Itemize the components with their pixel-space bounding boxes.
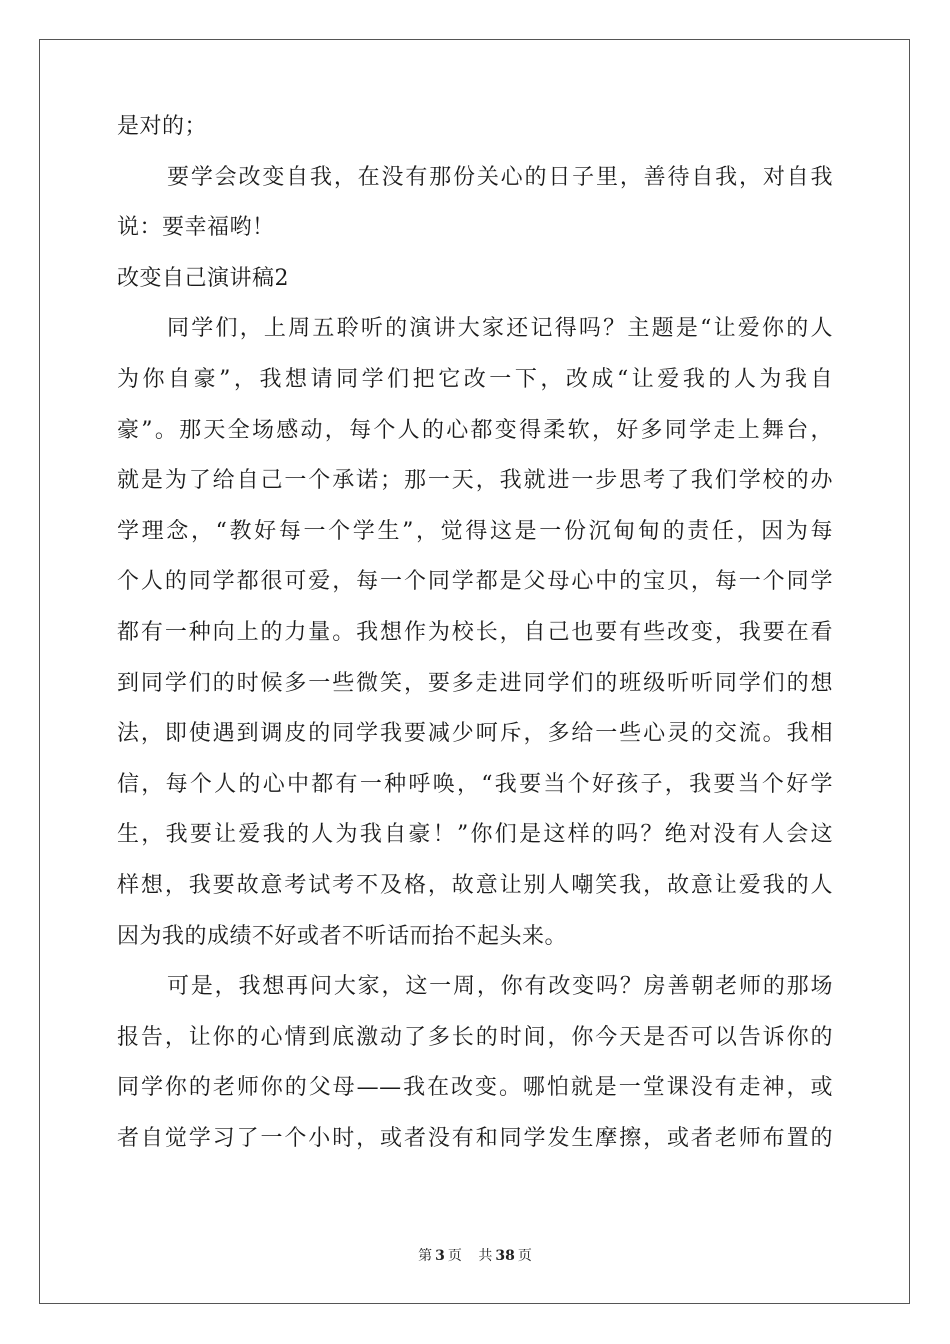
page-indicator [415,1248,465,1264]
text-line: 生，我要让爱我的人为我自豪！”你们是这样的吗？绝对没有人会这 [117,822,833,848]
text-line: 报告，让你的心情到底激动了多长的时间，你今天是否可以告诉你的 [117,1024,833,1050]
text-line: 要学会改变自我，在没有那份关心的日子里，善待自我，对自我 [167,164,833,190]
total-suffix: 页 [517,1248,532,1264]
text-line: 可是，我想再问大家，这一周，你有改变吗？房善朝老师的那场 [167,974,833,1000]
text-line: 同学你的老师你的父母——我在改变。哪怕就是一堂课没有走神，或 [117,1075,833,1101]
text-line: 同学们，上周五聆听的演讲大家还记得吗？主题是“让爱你的人 [167,316,833,342]
page-number: 3 [435,1248,445,1264]
text-line: 法，即使遇到调皮的同学我要减少呵斥，多给一些心灵的交流。我相 [117,721,833,747]
page-prefix: 第 [418,1248,433,1264]
text-line: 都有一种向上的力量。我想作为校长，自己也要有些改变，我要在看 [117,620,833,645]
text-line: 说：要幸福哟！ [117,215,275,241]
page-suffix: 页 [447,1248,462,1264]
total-pages: 38 [495,1248,515,1264]
text-line: 个人的同学都很可爱，每一个同学都是父母心中的宝贝，每一个同学 [117,569,833,595]
text-line: 就是为了给自己一个承诺；那一天，我就进一步思考了我们学校的办 [117,468,833,494]
total-indicator [475,1248,534,1264]
text-line: 信，每个人的心中都有一种呼唤，“我要当个好孩子，我要当个好学 [117,771,833,797]
text-line: 到同学们的时候多一些微笑，要多走进同学们的班级听听同学们的想 [117,670,833,696]
text-line: 样想，我要故意考试考不及格，故意让别人嘲笑我，故意让爱我的人 [117,873,833,898]
text-line: 因为我的成绩不好或者不听话而抬不起头来。 [117,923,568,949]
text-line: 者自觉学习了一个小时，或者没有和同学发生摩擦，或者老师布置的 [117,1126,833,1151]
text-line: 改变自己演讲稿2 [117,265,289,291]
page-footer [0,1245,950,1265]
text-line: 学理念，“教好每一个学生”，觉得这是一份沉甸甸的责任，因为每 [117,518,833,544]
text-line: 为你自豪”，我想请同学们把它改一下，改成“让爱我的人为我自 [117,367,833,392]
total-prefix: 共 [478,1248,493,1264]
text-line: 豪”。那天全场感动，每个人的心都变得柔软，好多同学走上舞台， [117,417,833,443]
text-line: 是对的； [117,114,208,139]
